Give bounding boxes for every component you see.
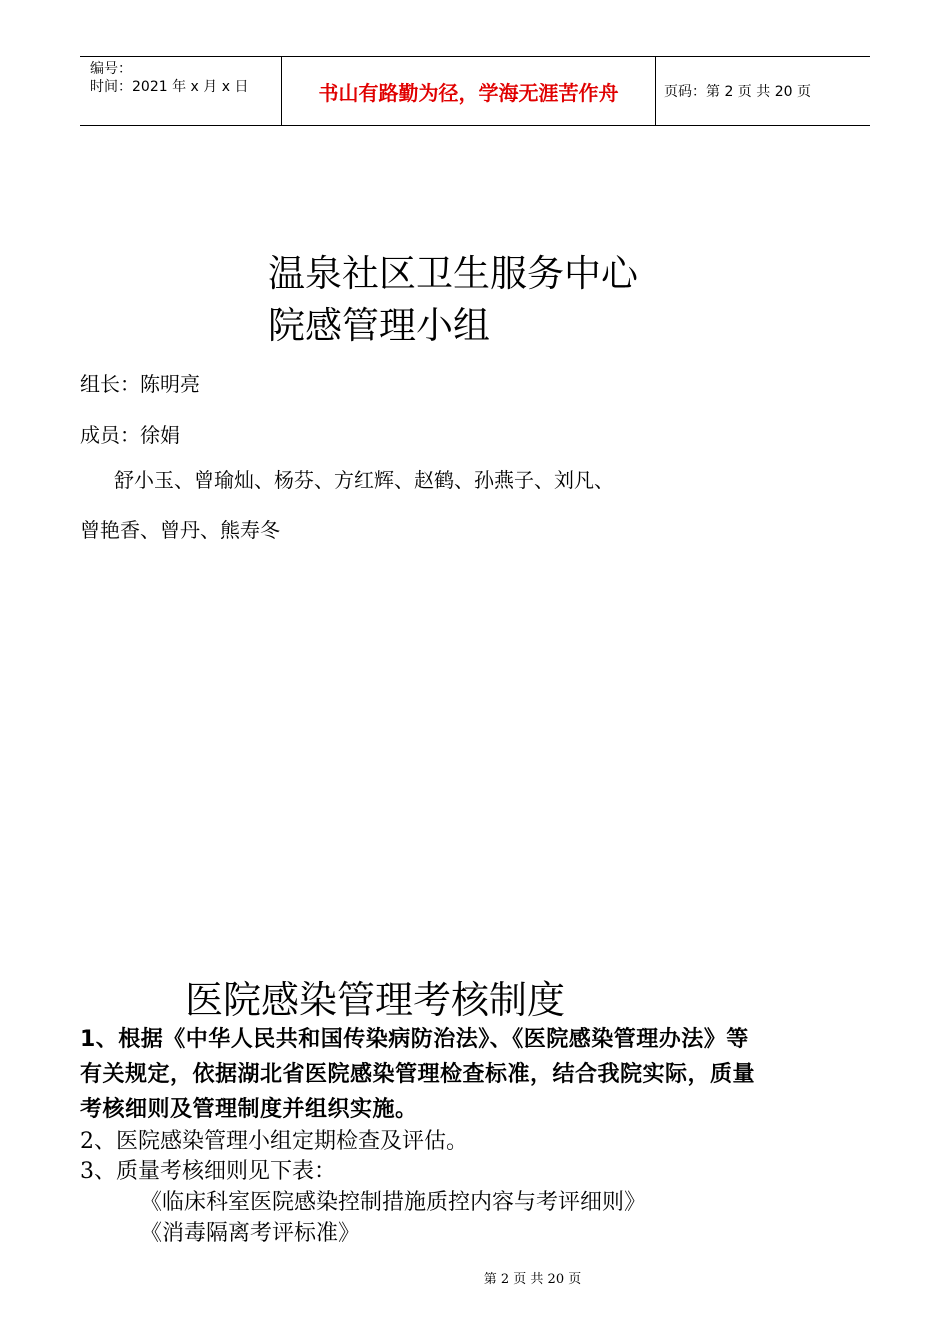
section-title: 医院感染管理考核制度 [185,978,566,1022]
rule-2: 2、医院感染管理小组定期检查及评估。 [80,1129,468,1154]
group-title: 院感管理小组 [268,304,490,347]
page-header [80,56,870,126]
header-motto: 书山有路勤为径，学海无涯苦作舟 [282,57,656,125]
rule-1-line2: 有关规定，依据湖北省医院感染管理检查标准，结合我院实际，质量 [80,1062,756,1087]
standard-doc-1: 《临床科室医院感染控制措施质控内容与考评细则》 [140,1190,647,1215]
group-members-line1: 舒小玉、曾瑜灿、杨芬、方红辉、赵鹤、孙燕子、刘凡、 [114,468,614,492]
number-label: 编号： [90,61,132,77]
group-members-label: 成员：徐娟 [80,423,180,447]
org-title: 温泉社区卫生服务中心 [268,252,638,295]
header-meta [80,57,282,125]
time-label: 时间：2021 年 x 月 x 日 [90,79,249,95]
page-footer: 第 2 页 共 20 页 [483,1272,582,1287]
standard-doc-2: 《消毒隔离考评标准》 [140,1221,361,1246]
header-page-info: 页码：第 2 页 共 20 页 [664,84,811,100]
rule-1-line3: 考核细则及管理制度并组织实施。 [80,1097,418,1122]
rule-1-line1: 1、根据《中华人民共和国传染病防治法》、《医院感染管理办法》等 [80,1027,749,1052]
group-members-line2: 曾艳香、曾丹、熊寿冬 [80,518,280,542]
group-leader: 组长：陈明亮 [80,372,200,396]
rule-3: 3、质量考核细则见下表： [80,1159,336,1184]
